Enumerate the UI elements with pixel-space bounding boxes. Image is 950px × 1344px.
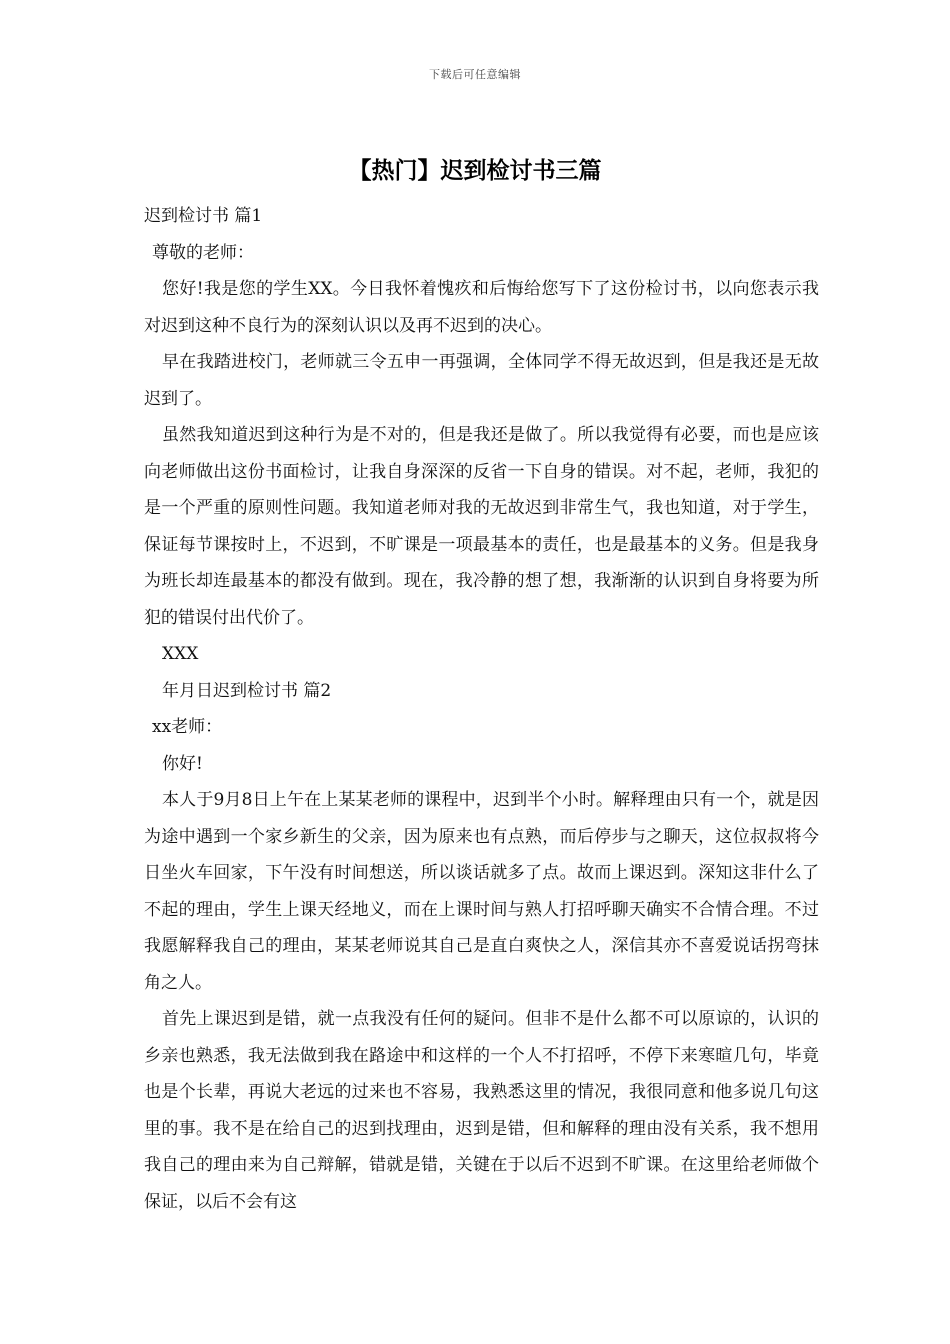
paragraph: 首先上课迟到是错，就一点我没有任何的疑问。但非不是什么都不可以原谅的，认识的乡亲也熟悉，我无法做到我在路途中和这样的一个人不打招呼，不停下来寒暄几句，毕竟也是个长辈，再说大老远的过来也不容易，我熟悉这里的情况，我很同意和他多说几句这里的事。我不是在给自己的迟到找理由，迟到是错，但和解释的理由没有关系，我不想用我自己的理由来为自己辩解，错就是错，关键在于以后不迟到不旷课。在这里给老师做个保证，以后不会有这 bbox=[144, 1009, 819, 1212]
salutation: 你好! bbox=[162, 753, 203, 774]
greeting-1: 尊敬的老师： bbox=[152, 242, 254, 263]
paragraph: 您好!我是您的学生XX。今日我怀着愧疚和后悔给您写下了这份检讨书，以向您表示我对迟到这种不良行为的深刻认识以及再不迟到的决心。 bbox=[144, 279, 819, 336]
section-heading-2: 年月日迟到检讨书 篇2 bbox=[162, 680, 332, 701]
section-heading-1: 迟到检讨书 篇1 bbox=[144, 206, 263, 226]
document-body bbox=[144, 198, 819, 1220]
greeting-2: xx老师： bbox=[152, 717, 223, 737]
document-title: 【热门】迟到检讨书三篇 bbox=[348, 158, 602, 184]
paragraph: 本人于9月8日上午在上某某老师的课程中，迟到半个小时。解释理由只有一个，就是因为途中遇到一个家乡新生的父亲，因为原来也有点熟，而后停步与之聊天，这位叔叔将今日坐火车回家，下午没有时间想送，所以谈话就多了点。故而上课迟到。深知这非什么了不起的理由，学生上课天经地义，而在上课时间与熟人打招呼聊天确实不合情合理。不过我愿解释我自己的理由，某某老师说其自己是直白爽快之人，深信其亦不喜爱说话拐弯抹角之人。 bbox=[144, 790, 819, 993]
header-note: 下载后可任意编辑 bbox=[429, 68, 521, 81]
paragraph: 虽然我知道迟到这种行为是不对的，但是我还是做了。所以我觉得有必要，而也是应该向老师做出这份书面检讨，让我自身深深的反省一下自身的错误。对不起，老师，我犯的是一个严重的原则性问题。我知道老师对我的无故迟到非常生气，我也知道，对于学生，保证每节课按时上，不迟到，不旷课是一项最基本的责任，也是最基本的义务。但是我身为班长却连最基本的都没有做到。现在，我冷静的想了想，我渐渐的认识到自身将要为所犯的错误付出代价了。 bbox=[144, 425, 819, 628]
signature: XXX bbox=[162, 644, 199, 664]
paragraph: 早在我踏进校门，老师就三令五申一再强调，全体同学不得无故迟到，但是我还是无故迟到了。 bbox=[144, 352, 819, 409]
